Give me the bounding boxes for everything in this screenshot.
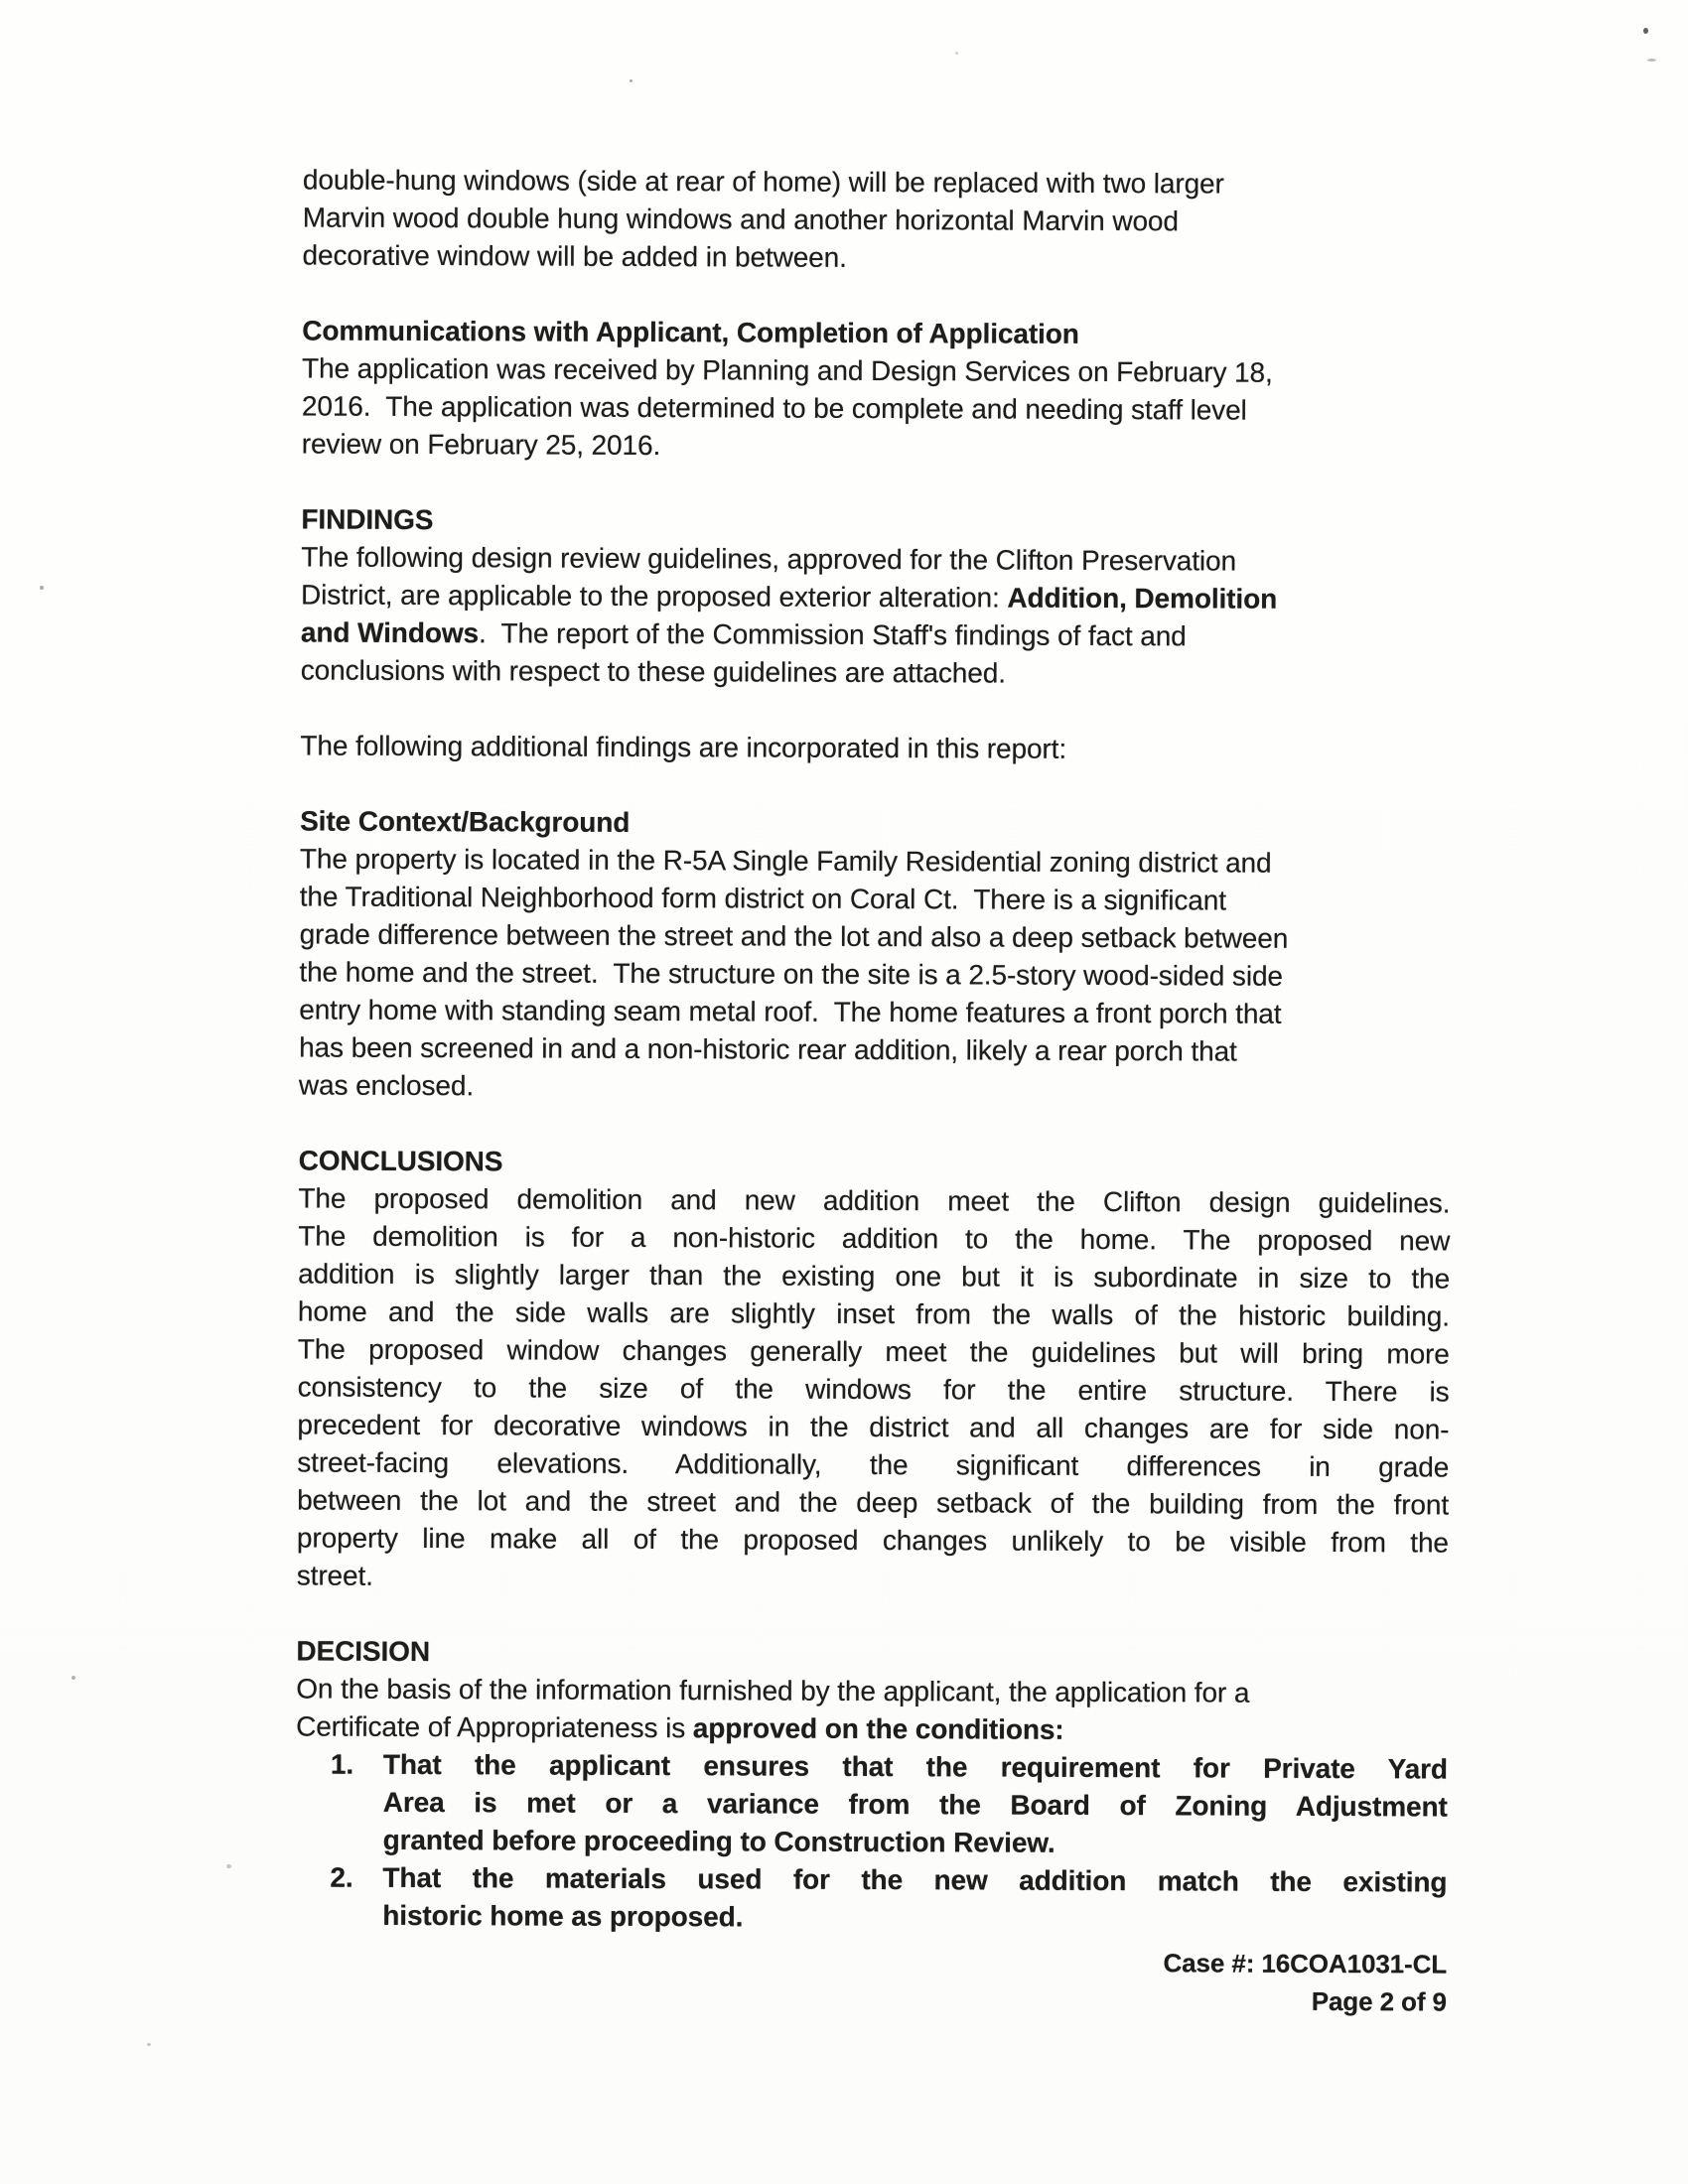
- text-run: consistency to the size of the windows for the entire structure. There is: [297, 1371, 1450, 1408]
- text-run: 2016. The application was determined to be complete and needing staff level: [301, 390, 1247, 426]
- text-line: [298, 1368, 1450, 1411]
- text-run: The property is located in the R-5A Single Family Residential zoning district and: [299, 843, 1272, 879]
- bold-text-run: approved on the conditions:: [692, 1712, 1064, 1745]
- text-run: was enclosed.: [298, 1069, 475, 1102]
- text-run: review on February 25, 2016.: [301, 428, 661, 462]
- site-context-paragraph: [299, 840, 1452, 1109]
- text-run: addition is slightly larger than the existing one but it is subordinate in size to the: [298, 1258, 1451, 1295]
- text-run: The proposed window changes generally meet the guidelines but will bring more: [297, 1333, 1450, 1370]
- text-run: the home and the street. The structure on the site is a 2.5-story wood-sided side: [299, 956, 1284, 992]
- text-line: [302, 349, 1454, 392]
- decision-heading: DECISION: [296, 1635, 431, 1668]
- text-run: The proposed demolition and new addition meet the Clifton design guidelines.: [298, 1182, 1451, 1219]
- conditions-list: [295, 1745, 1448, 1939]
- text-line: [383, 1822, 1448, 1864]
- text-line: [382, 1897, 1447, 1940]
- text-run: Area is met or a variance from the Board of Zoning Adjustment: [382, 1786, 1448, 1823]
- text-run: The demolition is for a non-historic addition to the home. The proposed new: [298, 1220, 1451, 1257]
- condition-item: [296, 1745, 1448, 1863]
- scan-speck: [1643, 28, 1648, 34]
- text-line: [300, 840, 1452, 883]
- text-run: has been screened in and a non-historic rear addition, likely a rear porch that: [299, 1031, 1237, 1067]
- bold-text-run: Addition, Demolition: [1007, 582, 1278, 614]
- text-line: [298, 1179, 1450, 1222]
- text-line: [302, 425, 1454, 468]
- text-line: [297, 1481, 1449, 1524]
- site-context-heading: Site Context/Background: [300, 805, 631, 838]
- scan-speck: [40, 586, 44, 590]
- text-line: [298, 1255, 1450, 1297]
- text-line: [298, 1293, 1450, 1335]
- text-line: [301, 614, 1453, 656]
- text-line: [300, 727, 1452, 769]
- list-item-number: 2.: [330, 1861, 353, 1893]
- page-number: Page 2 of 9: [1311, 1985, 1447, 2017]
- text-run: decorative window will be added in between.: [302, 239, 847, 273]
- text-run: double-hung windows (side at rear of home) will be replaced with two larger: [302, 164, 1224, 200]
- list-item-text: [382, 1859, 1447, 1940]
- findings-heading: FINDINGS: [301, 503, 434, 536]
- text-line: [301, 651, 1453, 694]
- document-body: [295, 161, 1455, 2020]
- text-run: property line make all of the proposed changes unlikely to be visible from the: [296, 1522, 1450, 1559]
- text-line: [303, 199, 1455, 241]
- findings-paragraph: [301, 538, 1454, 694]
- additional-findings-paragraph: [300, 727, 1452, 769]
- text-line: [300, 878, 1452, 920]
- text-run: District, are applicable to the proposed exterior alteration:: [301, 579, 1008, 614]
- text-run: Marvin wood double hung windows and another horizontal Marvin wood: [302, 202, 1179, 237]
- text-run: That the applicant ensures that the requirement for Private Yard: [382, 1748, 1449, 1785]
- page-footer: [295, 1940, 1447, 2020]
- text-run: That the materials used for the new addition match the existing: [382, 1861, 1448, 1898]
- text-run: historic home as proposed.: [382, 1899, 744, 1933]
- condition-item: [295, 1858, 1447, 1939]
- communications-paragraph: [302, 349, 1454, 468]
- text-run: The application was received by Planning and Design Services on February 18,: [302, 352, 1273, 388]
- text-line: [298, 1217, 1450, 1260]
- text-run: between the lot and the street and the deep setback of the building from the front: [297, 1484, 1450, 1521]
- text-line: [303, 236, 1455, 279]
- scan-speck: [630, 79, 633, 82]
- scan-speck: [71, 1676, 75, 1680]
- intro-paragraph: [303, 161, 1455, 279]
- text-line: [299, 1028, 1451, 1071]
- text-line: [299, 953, 1451, 996]
- text-run: On the basis of the information furnished by the applicant, the application for a: [296, 1673, 1250, 1708]
- text-line: [303, 161, 1455, 204]
- text-run: The following additional findings are incorporated in this report:: [300, 730, 1067, 764]
- text-line: [297, 1519, 1449, 1562]
- text-run: conclusions with respect to these guidelines are attached.: [300, 654, 1007, 689]
- text-line: [298, 1330, 1450, 1373]
- text-line: [383, 1784, 1448, 1827]
- text-line: [297, 1443, 1449, 1486]
- bold-text-run: and Windows: [300, 616, 480, 649]
- text-run: . The report of the Commission Staff's findings of fact and: [478, 617, 1187, 652]
- text-line: [297, 1557, 1449, 1599]
- text-line: [302, 387, 1454, 430]
- text-run: Certificate of Appropriateness is: [296, 1710, 693, 1744]
- text-line: [301, 576, 1453, 618]
- text-line: [296, 1670, 1448, 1712]
- text-line: [382, 1859, 1447, 1902]
- decision-paragraph: [296, 1670, 1448, 1750]
- text-line: [296, 1707, 1448, 1750]
- text-run: home and the side walls are slightly inset from the walls of the historic building.: [297, 1296, 1451, 1332]
- text-line: [297, 1406, 1449, 1448]
- text-run: granted before proceeding to Construction Review.: [382, 1824, 1055, 1858]
- text-line: [300, 915, 1452, 958]
- text-line: [301, 538, 1453, 581]
- scan-speck: [1647, 59, 1656, 62]
- scan-speck: [226, 1864, 231, 1868]
- list-item-text: [383, 1746, 1448, 1864]
- text-run: street-facing elevations. Additionally, the significant differences in grade: [297, 1446, 1450, 1483]
- conclusions-heading: CONCLUSIONS: [298, 1145, 503, 1177]
- scan-speck: [955, 52, 958, 55]
- text-run: grade difference between the street and the lot and also a deep setback between: [299, 918, 1289, 954]
- communications-heading: Communications with Applicant, Completion of Application: [302, 315, 1079, 349]
- text-line: [299, 1066, 1451, 1109]
- case-number: Case #: 16COA1031-CL: [1163, 1948, 1448, 1979]
- text-run: street.: [296, 1560, 373, 1591]
- scan-speck: [147, 2043, 151, 2046]
- text-run: entry home with standing seam metal roof. The home features a front porch that: [299, 994, 1282, 1029]
- text-run: the Traditional Neighborhood form district on Coral Ct. There is a significant: [299, 881, 1226, 916]
- text-line: [383, 1746, 1448, 1789]
- conclusions-paragraph: [297, 1179, 1451, 1599]
- text-line: [299, 991, 1451, 1033]
- text-run: The following design review guidelines, approved for the Clifton Preservation: [301, 541, 1237, 577]
- text-run: precedent for decorative windows in the district and all changes are for side non-: [297, 1409, 1450, 1445]
- list-item-number: 1.: [330, 1748, 354, 1780]
